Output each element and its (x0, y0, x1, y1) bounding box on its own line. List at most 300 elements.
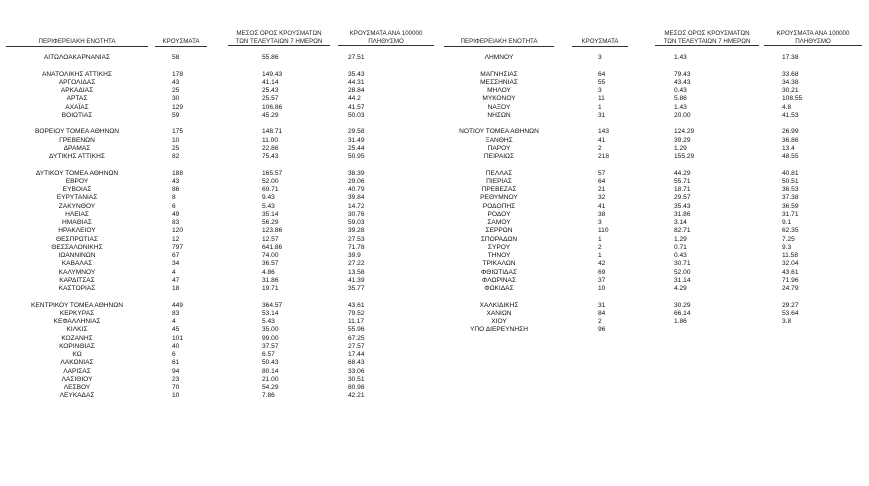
per100k-cell: 62.35 (782, 227, 799, 235)
per100k-cell: 39.84 (348, 194, 365, 202)
region-cell: ΝΗΣΩΝ (487, 111, 511, 119)
cases-cell: 83 (172, 219, 180, 226)
region-cell: ΗΜΑΘΙΑΣ (62, 219, 92, 226)
avg7-cell: 82.71 (674, 227, 691, 235)
table-row (0, 310, 440, 318)
avg7-cell: 5.43 (262, 202, 275, 210)
cases-cell: 218 (598, 153, 610, 160)
region-cell: ΠΕΙΡΑΙΩΣ (483, 153, 515, 160)
per100k-cell: 36.86 (782, 136, 799, 144)
avg7-cell: 55.86 (262, 54, 279, 61)
region-cell: ΠΕΛΛΑΣ (485, 169, 513, 177)
avg7-cell: 9.43 (262, 194, 275, 202)
right-header-avg7-line1: ΜΕΣΟΣ ΟΡΟΣ ΚΡΟΥΣΜΑΤΩΝ (664, 30, 750, 37)
table-row (0, 104, 440, 112)
table-row (0, 260, 440, 268)
region-cell: ΜΑΓΝΗΣΙΑΣ (480, 70, 518, 78)
left-header-avg7 (228, 30, 330, 46)
region-cell: ΖΑΚΥΝΘΟΥ (58, 202, 96, 210)
region-cell: ΣΠΟΡΑΔΩΝ (480, 235, 518, 243)
per100k-cell: 17.38 (782, 54, 799, 61)
region-cell: ΜΕΣΣΗΝΙΑΣ (480, 78, 518, 86)
table-row (0, 343, 440, 351)
per100k-cell: 50.51 (782, 177, 799, 185)
cases-cell: 2 (598, 243, 602, 251)
region-cell: ΡΕΘΥΜΝΟΥ (480, 194, 518, 202)
region-cell: ΑΡΤΑΣ (66, 95, 88, 103)
cases-cell: 6 (172, 202, 176, 210)
per100k-cell: 71.78 (348, 243, 365, 251)
cases-cell: 41 (598, 136, 606, 144)
table-row (440, 277, 869, 285)
table-row (440, 153, 869, 161)
cases-cell: 43 (172, 177, 180, 185)
avg7-cell: 20.00 (674, 111, 691, 119)
table-row (440, 252, 869, 260)
avg7-cell: 80.14 (262, 367, 279, 375)
spacer-row (0, 120, 440, 128)
cases-cell: 178 (172, 70, 184, 78)
cases-cell: 64 (598, 70, 606, 78)
per100k-cell: 43.61 (348, 301, 365, 309)
left-header-region-label: ΠΕΡΙΦΕΡΕΙΑΚΗ ΕΝΟΤΗΤΑ (38, 38, 116, 45)
spacer-row (440, 161, 869, 169)
region-cell: ΑΡΓΟΛΙΔΑΣ (58, 78, 96, 86)
region-cell: ΚΩ (72, 351, 82, 358)
cases-cell: 1 (598, 235, 602, 243)
avg7-cell: 641.86 (262, 243, 283, 251)
per100k-cell: 9.3 (782, 243, 792, 251)
avg7-cell: 52.00 (674, 268, 691, 276)
table-row (0, 351, 440, 359)
table-row (440, 326, 869, 334)
region-cell: ΚΟΖΑΝΗΣ (61, 334, 93, 342)
left-header-per100k (338, 30, 434, 46)
cases-cell: 4 (172, 268, 176, 276)
cases-cell: 42 (598, 260, 606, 268)
per100k-cell: 40.79 (348, 186, 365, 193)
avg7-cell: 0.43 (674, 252, 687, 259)
avg7-cell: 5.86 (674, 95, 687, 103)
region-cell: ΦΘΙΩΤΙΔΑΣ (481, 268, 517, 276)
table-row (0, 153, 440, 161)
avg7-cell: 99.00 (262, 334, 279, 342)
region-cell: ΗΡΑΚΛΕΙΟΥ (58, 227, 96, 235)
region-cell: ΚΑΒΑΛΑΣ (61, 260, 93, 268)
table-row (0, 236, 440, 244)
avg7-cell: 5.43 (262, 318, 275, 325)
spacer-row (0, 161, 440, 169)
right-header-region (444, 38, 554, 47)
per100k-cell: 44.2 (348, 95, 361, 103)
cases-cell: 10 (172, 136, 180, 144)
cases-cell: 94 (172, 367, 180, 375)
right-header-avg7 (655, 30, 759, 46)
table-row (0, 203, 440, 211)
table-row (0, 376, 440, 384)
region-cell: ΔΥΤΙΚΟΥ ΤΟΜΕΑ ΑΘΗΝΩΝ (35, 169, 119, 177)
table-row (0, 211, 440, 219)
region-cell: ΤΡΙΚΑΛΩΝ (482, 260, 516, 268)
region-cell: ΚΕΦΑΛΛΗΝΙΑΣ (53, 318, 101, 325)
per100k-cell: 30.21 (782, 87, 799, 94)
region-cell: ΔΥΤΙΚΗΣ ΑΤΤΙΚΗΣ (49, 153, 105, 160)
right-header-per100k-line2: ΠΛΗΘΥΣΜΟ (795, 37, 831, 45)
avg7-cell: 69.71 (262, 186, 279, 193)
table-row (0, 71, 440, 79)
avg7-cell: 30.71 (674, 260, 691, 268)
cases-cell: 10 (172, 392, 180, 400)
avg7-cell: 31.14 (674, 276, 691, 284)
cases-cell: 129 (172, 103, 184, 111)
avg7-cell: 31.86 (262, 276, 279, 284)
left-header-region (6, 38, 148, 47)
per100k-cell: 9.1 (782, 219, 792, 226)
region-cell: ΚΑΛΥΜΝΟΥ (58, 268, 96, 276)
cases-cell: 31 (598, 111, 606, 119)
table-row (0, 186, 440, 194)
cases-cell: 64 (598, 177, 606, 185)
avg7-cell: 22.86 (262, 144, 279, 152)
table-row (440, 318, 869, 326)
per100k-cell: 43.61 (782, 268, 799, 276)
region-cell: ΕΥΡΥΤΑΝΙΑΣ (56, 194, 98, 202)
per100k-cell: 39.9 (348, 252, 361, 259)
table-row (440, 285, 869, 293)
cases-cell: 82 (172, 153, 180, 160)
per100k-cell: 38.39 (348, 169, 365, 177)
region-cell: ΑΡΚΑΔΙΑΣ (60, 87, 94, 94)
table-row (440, 244, 869, 252)
per100k-cell: 27.53 (348, 235, 365, 243)
avg7-cell: 1.43 (674, 54, 687, 61)
table-row (0, 368, 440, 376)
cases-cell: 188 (172, 169, 184, 177)
table-row (0, 178, 440, 186)
per100k-cell: 41.53 (782, 111, 799, 119)
right-table-body (440, 54, 869, 335)
avg7-cell: 25.57 (262, 95, 279, 103)
avg7-cell: 45.29 (262, 111, 279, 119)
region-cell: ΒΟΡΕΙΟΥ ΤΟΜΕΑ ΑΘΗΝΩΝ (34, 128, 120, 136)
table-row (0, 285, 440, 293)
table-row (0, 170, 440, 178)
avg7-cell: 165.57 (262, 169, 283, 177)
cases-cell: 11 (598, 95, 605, 103)
cases-cell: 40 (172, 342, 180, 350)
region-cell: ΣΕΡΡΩΝ (485, 227, 513, 235)
table-row (0, 219, 440, 227)
cases-cell: 38 (598, 210, 606, 218)
cases-cell: 3 (598, 87, 602, 94)
avg7-cell: 18.71 (674, 186, 691, 193)
table-row (0, 326, 440, 334)
per100k-cell: 33.68 (782, 70, 799, 78)
avg7-cell: 7.86 (262, 392, 275, 400)
avg7-cell: 43.43 (674, 78, 691, 86)
per100k-cell: 29.06 (348, 177, 365, 185)
per100k-cell: 37.38 (782, 194, 799, 202)
table-row (0, 79, 440, 87)
per100k-cell: 29.27 (782, 301, 799, 309)
table-row (0, 252, 440, 260)
region-cell: ΚΑΣΤΟΡΙΑΣ (58, 285, 96, 292)
region-cell: ΛΕΥΚΑΔΑΣ (59, 392, 95, 400)
cases-cell: 6 (172, 351, 176, 358)
cases-cell: 10 (598, 285, 606, 292)
right-header-cases-label: ΚΡΟΥΣΜΑΤΑ (581, 38, 619, 45)
avg7-cell: 54.29 (262, 384, 279, 391)
cases-cell: 37 (598, 276, 606, 284)
region-cell: ΡΟΔΟΥ (487, 210, 511, 218)
per100k-cell: 13.58 (348, 268, 365, 276)
table-row (0, 302, 440, 310)
avg7-cell: 35.00 (262, 326, 279, 334)
table-row (440, 203, 869, 211)
per100k-cell: 24.79 (782, 285, 799, 292)
avg7-cell: 155.29 (674, 153, 695, 160)
table-row (440, 302, 869, 310)
region-cell: ΡΟΔΟΠΗΣ (482, 202, 516, 210)
cases-cell: 86 (172, 186, 180, 193)
region-cell: ΕΥΒΟΙΑΣ (62, 186, 92, 193)
cases-cell: 8 (172, 194, 176, 202)
table-row (440, 211, 869, 219)
table-row (0, 54, 440, 62)
avg7-cell: 25.43 (262, 87, 279, 94)
region-cell: ΝΟΤΙΟΥ ΤΟΜΕΑ ΑΘΗΝΩΝ (459, 128, 539, 136)
table-row (440, 79, 869, 87)
per100k-cell: 35.77 (348, 285, 365, 292)
region-cell: ΔΡΑΜΑΣ (63, 144, 91, 152)
avg7-cell: 75.43 (262, 153, 279, 160)
cases-cell: 61 (172, 359, 180, 367)
per100k-cell: 80.98 (348, 384, 365, 391)
cases-cell: 1 (598, 252, 602, 259)
region-cell: ΒΟΙΩΤΙΑΣ (61, 111, 93, 119)
per100k-cell: 34.38 (782, 78, 799, 86)
cases-cell: 2 (598, 318, 602, 325)
region-cell: ΞΑΝΘΗΣ (485, 136, 513, 144)
per100k-cell: 28.84 (348, 87, 365, 94)
avg7-cell: 44.29 (674, 169, 691, 177)
region-cell: ΕΒΡΟΥ (65, 177, 89, 185)
region-cell: ΜΗΛΟΥ (487, 87, 511, 94)
right-header-avg7-line2: ΤΩΝ ΤΕΛΕΥΤΑΙΩΝ 7 ΗΜΕΡΩΝ (663, 37, 751, 45)
table-row (0, 194, 440, 202)
cases-cell: 67 (172, 252, 180, 259)
cases-cell: 30 (172, 95, 180, 103)
per100k-cell: 41.57 (348, 103, 365, 111)
table-row (0, 392, 440, 400)
avg7-cell: 36.57 (262, 260, 279, 268)
table-row (440, 219, 869, 227)
cases-cell: 47 (172, 276, 180, 284)
table-row (0, 227, 440, 235)
table-row (440, 310, 869, 318)
avg7-cell: 11.00 (262, 136, 279, 144)
avg7-cell: 52.00 (262, 177, 279, 185)
avg7-cell: 4.86 (262, 268, 275, 276)
avg7-cell: 123.86 (262, 227, 283, 235)
per100k-cell: 50.95 (348, 153, 365, 160)
cases-cell: 49 (172, 210, 180, 218)
table-row (0, 244, 440, 252)
table-row (0, 128, 440, 136)
table-row (440, 104, 869, 112)
cases-cell: 175 (172, 128, 184, 136)
region-cell: ΧΑΝΙΩΝ (486, 309, 512, 317)
avg7-cell: 106.86 (262, 103, 283, 111)
per100k-cell: 13.4 (782, 144, 795, 152)
per100k-cell: 14.72 (348, 202, 365, 210)
per100k-cell: 36.53 (782, 186, 799, 193)
per100k-cell: 27.51 (348, 54, 365, 61)
table-row (440, 186, 869, 194)
per100k-cell: 79.52 (348, 309, 365, 317)
avg7-cell: 50.43 (262, 359, 279, 367)
avg7-cell: 29.57 (674, 194, 691, 202)
per100k-cell: 17.44 (348, 351, 365, 358)
table-row (440, 137, 869, 145)
cases-cell: 41 (598, 202, 606, 210)
per100k-cell: 36.59 (782, 202, 799, 210)
cases-cell: 110 (598, 227, 609, 235)
avg7-cell: 55.71 (674, 177, 691, 185)
avg7-cell: 74.00 (262, 252, 279, 259)
table-row (0, 335, 440, 343)
per100k-cell: 11.17 (348, 318, 365, 325)
cases-cell: 797 (172, 243, 184, 251)
per100k-cell: 30.76 (348, 210, 365, 218)
cases-cell: 143 (598, 128, 610, 136)
cases-cell: 59 (172, 111, 180, 119)
table-row (440, 236, 869, 244)
cases-cell: 18 (172, 285, 180, 292)
avg7-cell: 53.14 (262, 309, 279, 317)
table-row (0, 95, 440, 103)
region-cell: ΚΟΡΙΝΘΙΑΣ (59, 342, 95, 350)
region-cell: ΠΑΡΟΥ (487, 144, 511, 152)
cases-cell: 84 (598, 309, 606, 317)
cases-cell: 3 (598, 219, 602, 226)
per100k-cell: 31.49 (348, 136, 365, 144)
cases-cell: 43 (172, 78, 180, 86)
per100k-cell: 55.96 (348, 326, 365, 334)
avg7-cell: 21.00 (262, 375, 279, 383)
table-row (440, 170, 869, 178)
avg7-cell: 364.57 (262, 301, 283, 309)
table-row (440, 178, 869, 186)
avg7-cell: 37.57 (262, 342, 279, 350)
cases-cell: 32 (598, 194, 606, 202)
table-row (0, 112, 440, 120)
cases-cell: 21 (598, 186, 606, 193)
region-cell: ΚΑΡΔΙΤΣΑΣ (59, 276, 95, 284)
per100k-cell: 32.04 (782, 260, 799, 268)
avg7-cell: 41.14 (262, 78, 279, 86)
per100k-cell: 39.28 (348, 227, 365, 235)
left-header-avg7-line2: ΤΩΝ ΤΕΛΕΥΤΑΙΩΝ 7 ΗΜΕΡΩΝ (235, 37, 323, 45)
spacer-row (440, 293, 869, 301)
cases-cell: 449 (172, 301, 184, 309)
region-cell: ΠΡΕΒΕΖΑΣ (481, 186, 517, 193)
avg7-cell: 148.71 (262, 128, 283, 136)
region-cell: ΘΕΣΠΡΩΤΙΑΣ (55, 235, 99, 243)
right-header-per100k-line1: ΚΡΟΥΣΜΑΤΑ ΑΝΑ 100000 (776, 30, 850, 37)
region-cell: ΘΕΣΣΑΛΟΝΙΚΗΣ (51, 243, 103, 251)
avg7-cell: 0.43 (674, 87, 687, 94)
cases-cell: 120 (172, 227, 184, 235)
per100k-cell: 4.8 (782, 103, 792, 111)
per100k-cell: 30.51 (348, 375, 365, 383)
cases-cell: 58 (172, 54, 180, 61)
region-cell: ΣΥΡΟΥ (487, 243, 511, 251)
cases-cell: 96 (598, 326, 606, 334)
avg7-cell: 35.14 (262, 210, 279, 218)
spacer-row (440, 62, 869, 70)
right-header-region-label: ΠΕΡΙΦΕΡΕΙΑΚΗ ΕΝΟΤΗΤΑ (460, 38, 538, 45)
avg7-cell: 79.43 (674, 70, 691, 78)
region-cell: ΤΗΝΟΥ (487, 252, 511, 259)
table-row (0, 277, 440, 285)
region-cell: ΛΕΣΒΟΥ (63, 384, 91, 391)
spacer-row (0, 293, 440, 301)
table-row (0, 384, 440, 392)
region-cell: ΑΙΤΩΛΟΑΚΑΡΝΑΝΙΑΣ (43, 54, 111, 61)
avg7-cell: 39.29 (674, 136, 691, 144)
avg7-cell: 12.57 (262, 235, 279, 243)
table-row (440, 269, 869, 277)
per100k-cell: 48.55 (782, 153, 799, 160)
avg7-cell: 0.71 (674, 243, 687, 251)
cases-cell: 83 (172, 309, 180, 317)
region-cell: ΚΕΡΚΥΡΑΣ (59, 309, 95, 317)
region-cell: ΑΝΑΤΟΛΙΚΗΣ ΑΤΤΙΚΗΣ (42, 70, 112, 78)
region-cell: ΚΙΛΚΙΣ (66, 326, 88, 334)
left-header-cases-label: ΚΡΟΥΣΜΑΤΑ (162, 38, 200, 45)
avg7-cell: 56.29 (262, 219, 279, 226)
avg7-cell: 19.71 (262, 285, 279, 292)
per100k-cell: 29.58 (348, 128, 365, 136)
region-cell: ΧΙΟΥ (491, 318, 507, 325)
avg7-cell: 124.29 (674, 128, 695, 136)
table-row (440, 145, 869, 153)
region-cell: ΣΑΜΟΥ (487, 219, 511, 226)
spacer-row (0, 62, 440, 70)
region-cell: ΓΡΕΒΕΝΩΝ (59, 136, 95, 144)
per100k-cell: 68.43 (348, 359, 365, 367)
per100k-cell: 71.96 (782, 276, 799, 284)
region-cell: ΧΑΛΚΙΔΙΚΗΣ (479, 301, 519, 309)
table-row (440, 128, 869, 136)
region-cell: ΑΧΑΪΑΣ (65, 103, 89, 111)
region-cell: ΛΑΣΙΘΙΟΥ (61, 375, 93, 383)
avg7-cell: 149.43 (262, 70, 283, 78)
per100k-cell: 44.31 (348, 78, 365, 86)
region-cell: ΜΥΚΟΝΟΥ (482, 95, 516, 103)
region-cell: ΙΩΑΝΝΙΝΩΝ (58, 252, 96, 259)
per100k-cell: 27.22 (348, 260, 365, 268)
spacer-row (440, 120, 869, 128)
right-header-per100k (764, 30, 862, 46)
per100k-cell: 53.64 (782, 309, 799, 317)
per100k-cell: 33.06 (348, 367, 365, 375)
table-row (440, 95, 869, 103)
cases-cell: 3 (598, 54, 602, 61)
cases-cell: 25 (172, 87, 180, 94)
cases-cell: 69 (598, 268, 606, 276)
